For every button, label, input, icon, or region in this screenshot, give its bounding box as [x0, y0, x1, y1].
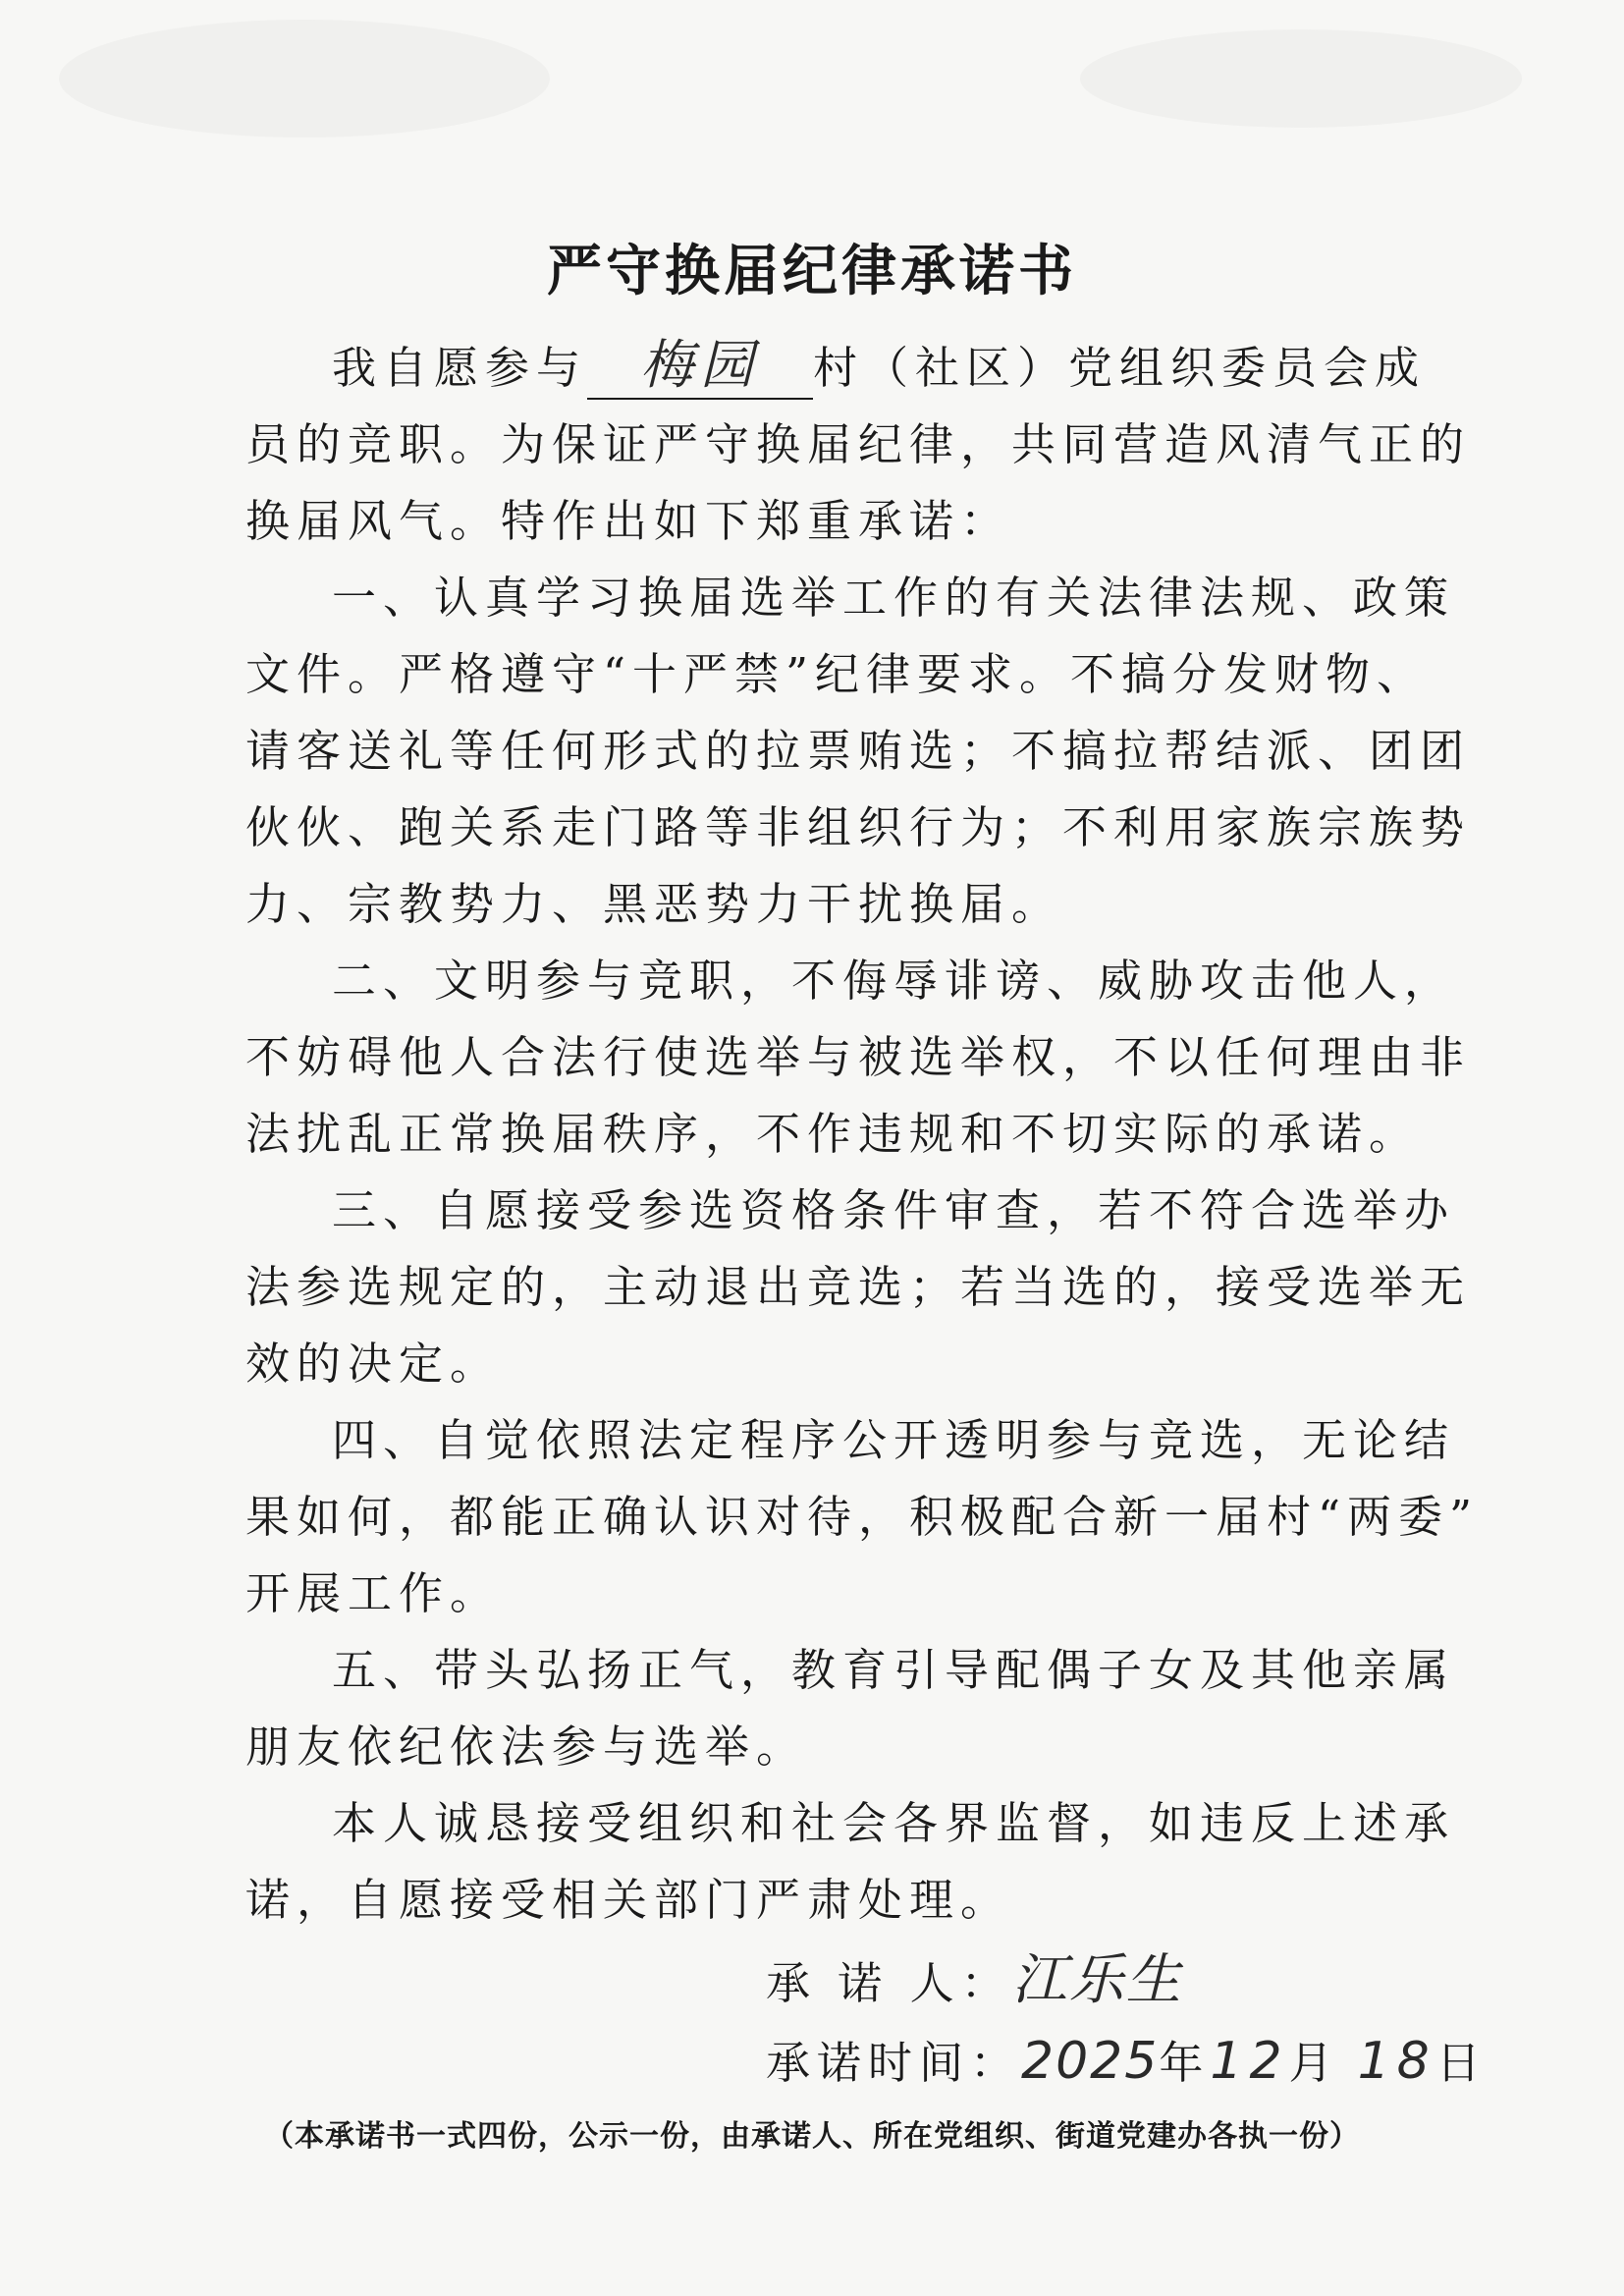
scan-smudge	[59, 20, 550, 137]
closing-line: 本人诚恳接受组织和社会各界监督，如违反上述承	[332, 1797, 1456, 1849]
footnote: （本承诺书一式四份，公示一份，由承诺人、所在党组织、街道党建办各执一份）	[264, 2119, 1360, 2154]
date-month-handwritten: 12	[1210, 2032, 1289, 2091]
scan-smudge	[1080, 29, 1522, 128]
intro-line-1	[332, 330, 1426, 407]
village-name-handwritten: 梅园	[640, 334, 761, 396]
signatory-label: 承 诺 人：	[766, 1957, 1012, 2009]
intro-line-3: 换届风气。特作出如下郑重承诺：	[245, 495, 1012, 547]
item-2-line: 二、文明参与竞职，不侮辱诽谤、威胁攻击他人，	[332, 955, 1456, 1007]
intro-prefix: 我自愿参与	[332, 342, 588, 394]
intro-line-2: 员的竞职。为保证严守换届纪律，共同营造风清气正的	[245, 418, 1472, 470]
closing-line: 诺，自愿接受相关部门严肃处理。	[245, 1874, 1012, 1926]
date-day-handwritten: 18	[1357, 2032, 1436, 2091]
date-year-unit: 年	[1159, 2037, 1211, 2089]
item-5-line: 朋友依纪依法参与选举。	[245, 1721, 808, 1773]
item-3-line: 效的决定。	[245, 1338, 502, 1390]
signatory-signature: 江乐生	[1011, 1948, 1183, 2012]
item-1-line: 请客送礼等任何形式的拉票贿选；不搞拉帮结派、团团	[245, 725, 1472, 777]
item-2-line: 不妨碍他人合法行使选举与被选举权，不以任何理由非	[245, 1031, 1472, 1083]
date-month-unit: 月	[1288, 2037, 1340, 2089]
intro-suffix: 村（社区）党组织委员会成	[813, 342, 1427, 394]
date-day-unit: 日	[1435, 2037, 1488, 2089]
item-3-line: 三、自愿接受参选资格条件审查，若不符合选举办	[332, 1184, 1456, 1236]
signatory-row	[766, 1942, 1183, 2022]
item-1-line: 力、宗教势力、黑恶势力干扰换届。	[245, 878, 1063, 930]
item-3-line: 法参选规定的，主动退出竞选；若当选的，接受选举无	[245, 1261, 1472, 1313]
date-year-handwritten: 2025	[1021, 2032, 1160, 2091]
item-4-line: 果如何，都能正确认识对待，积极配合新一届村“两委”	[245, 1491, 1480, 1543]
item-1-line: 文件。严格遵守“十严禁”纪律要求。不搞分发财物、	[245, 648, 1429, 700]
document-title: 严守换届纪律承诺书	[547, 240, 1077, 303]
item-4-line: 四、自觉依照法定程序公开透明参与竞选，无论结	[332, 1414, 1456, 1466]
item-5-line: 五、带头弘扬正气，教育引导配偶子女及其他亲属	[332, 1644, 1456, 1696]
item-2-line: 法扰乱正常换届秩序，不作违规和不切实际的承诺。	[245, 1108, 1421, 1160]
item-1-line: 一、认真学习换届选举工作的有关法律法规、政策	[332, 572, 1456, 624]
village-name-field	[587, 336, 813, 400]
item-1-line: 伙伙、跑关系走门路等非组织行为；不利用家族宗族势	[245, 801, 1472, 853]
commitment-date-row	[766, 2023, 1488, 2102]
date-label: 承诺时间：	[766, 2037, 1022, 2089]
item-4-line: 开展工作。	[245, 1567, 502, 1619]
